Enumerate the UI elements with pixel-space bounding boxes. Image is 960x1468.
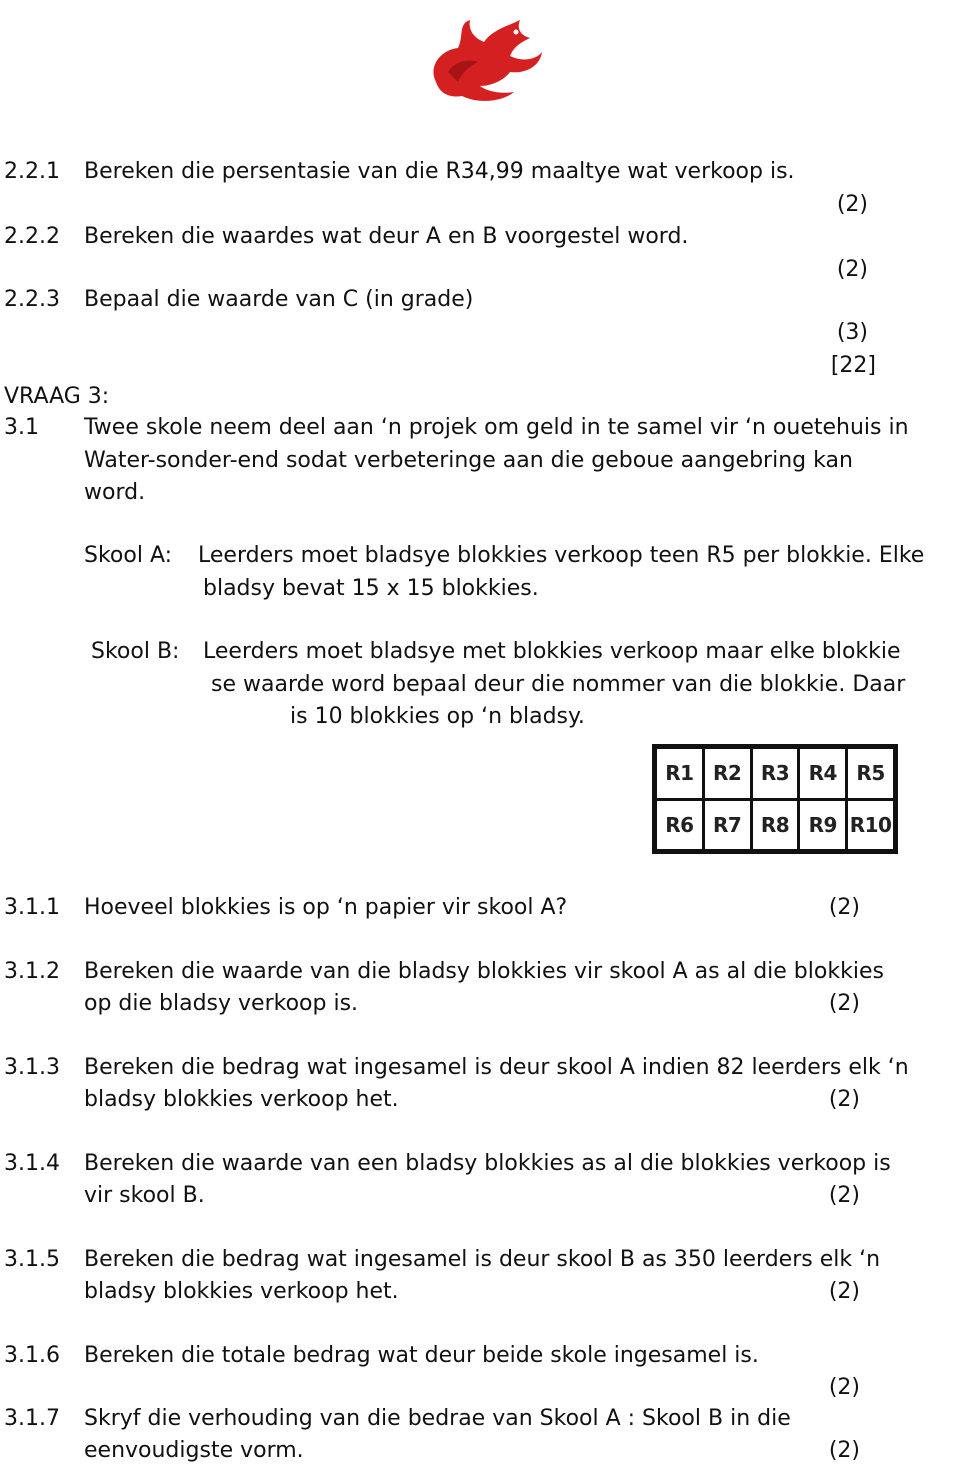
q2-item-1-text: Bereken die persentasie van die R34,99 maaltye wat verkoop is.: [84, 159, 795, 184]
q3-1-number: 3.1: [4, 415, 39, 440]
grid-cell: R2: [705, 749, 750, 798]
subq-3-1-7-mark: (2): [828, 1438, 860, 1463]
subq-3-1-3-number: 3.1.3: [4, 1055, 60, 1080]
blokkies-grid: [652, 744, 898, 854]
q2-total-mark: [22]: [830, 353, 876, 378]
subq-3-1-5-line-2: bladsy blokkies verkoop het.: [84, 1279, 399, 1304]
subq-3-1-2-number: 3.1.2: [4, 959, 60, 984]
grid-cell: R5: [848, 749, 893, 798]
q2-item-3-number: 2.2.3: [4, 287, 60, 312]
grid-cell: R6: [657, 801, 702, 850]
q2-item-1-number: 2.2.1: [4, 159, 60, 184]
q2-item-2-number: 2.2.2: [4, 224, 60, 249]
subq-3-1-3-line-1: Bereken die bedrag wat ingesamel is deur skool A indien 82 leerders elk ‘n: [84, 1055, 909, 1080]
school-b-line-1: Leerders moet bladsye met blokkies verkoop maar elke blokkie: [203, 639, 901, 664]
subq-3-1-6-number: 3.1.6: [4, 1343, 60, 1368]
q2-item-2-text: Bereken die waardes wat deur A en B voorgestel word.: [84, 224, 689, 249]
subq-3-1-6-line-1: Bereken die totale bedrag wat deur beide skole ingesamel is.: [84, 1343, 759, 1368]
q2-item-3-text: Bepaal die waarde van C (in grade): [84, 287, 474, 312]
grid-cell: R4: [800, 749, 845, 798]
grid-cell: R10: [848, 801, 893, 850]
school-a-line-2: bladsy bevat 15 x 15 blokkies.: [203, 576, 539, 601]
subq-3-1-6-mark: (2): [828, 1375, 860, 1400]
q2-item-1-mark: (2): [836, 192, 868, 217]
grid-cell: R7: [705, 801, 750, 850]
question-3-heading: VRAAG 3:: [4, 384, 110, 409]
q3-intro-line-1: Twee skole neem deel aan ‘n projek om geld in te samel vir ‘n ouetehuis in: [84, 415, 909, 440]
subq-3-1-7-line-1: Skryf die verhouding van die bedrae van Skool A : Skool B in die: [84, 1406, 791, 1431]
subq-3-1-2-line-2: op die bladsy verkoop is.: [84, 991, 359, 1016]
q3-intro-line-3: word.: [84, 480, 146, 505]
grid-cell: R9: [800, 801, 845, 850]
school-b-line-2: se waarde word bepaal deur die nommer van die blokkie. Daar: [211, 672, 906, 697]
school-b-line-3: is 10 blokkies op ‘n bladsy.: [290, 704, 585, 729]
subq-3-1-3-mark: (2): [828, 1087, 860, 1112]
q3-intro-line-2: Water-sonder-end sodat verbeteringe aan die geboue aangebring kan: [84, 448, 853, 473]
subq-3-1-2-mark: (2): [828, 991, 860, 1016]
subq-3-1-4-line-2: vir skool B.: [84, 1183, 205, 1208]
grid-cell: R1: [657, 749, 702, 798]
red-dragon-logo-icon: [418, 12, 546, 108]
subq-3-1-7-line-2: eenvoudigste vorm.: [84, 1438, 304, 1463]
subq-3-1-5-number: 3.1.5: [4, 1247, 60, 1272]
subq-3-1-1-number: 3.1.1: [4, 895, 60, 920]
subq-3-1-3-line-2: bladsy blokkies verkoop het.: [84, 1087, 399, 1112]
subq-3-1-5-mark: (2): [828, 1279, 860, 1304]
subq-3-1-5-line-1: Bereken die bedrag wat ingesamel is deur skool B as 350 leerders elk ‘n: [84, 1247, 881, 1272]
subq-3-1-4-number: 3.1.4: [4, 1151, 60, 1176]
subq-3-1-2-line-1: Bereken die waarde van die bladsy blokkies vir skool A as al die blokkies: [84, 959, 884, 984]
q2-item-3-mark: (3): [836, 320, 868, 345]
school-a-label: Skool A:: [84, 543, 173, 568]
grid-cell: R8: [753, 801, 798, 850]
subq-3-1-4-mark: (2): [828, 1183, 860, 1208]
q2-item-2-mark: (2): [836, 257, 868, 282]
school-a-line-1: Leerders moet bladsye blokkies verkoop teen R5 per blokkie. Elke: [198, 543, 925, 568]
subq-3-1-7-number: 3.1.7: [4, 1406, 60, 1431]
subq-3-1-1-line-1: Hoeveel blokkies is op ‘n papier vir skool A?: [84, 895, 568, 920]
subq-3-1-4-line-1: Bereken die waarde van een bladsy blokkies as al die blokkies verkoop is: [84, 1151, 891, 1176]
school-b-label: Skool B:: [91, 639, 180, 664]
subq-3-1-1-mark: (2): [828, 895, 860, 920]
grid-cell: R3: [753, 749, 798, 798]
